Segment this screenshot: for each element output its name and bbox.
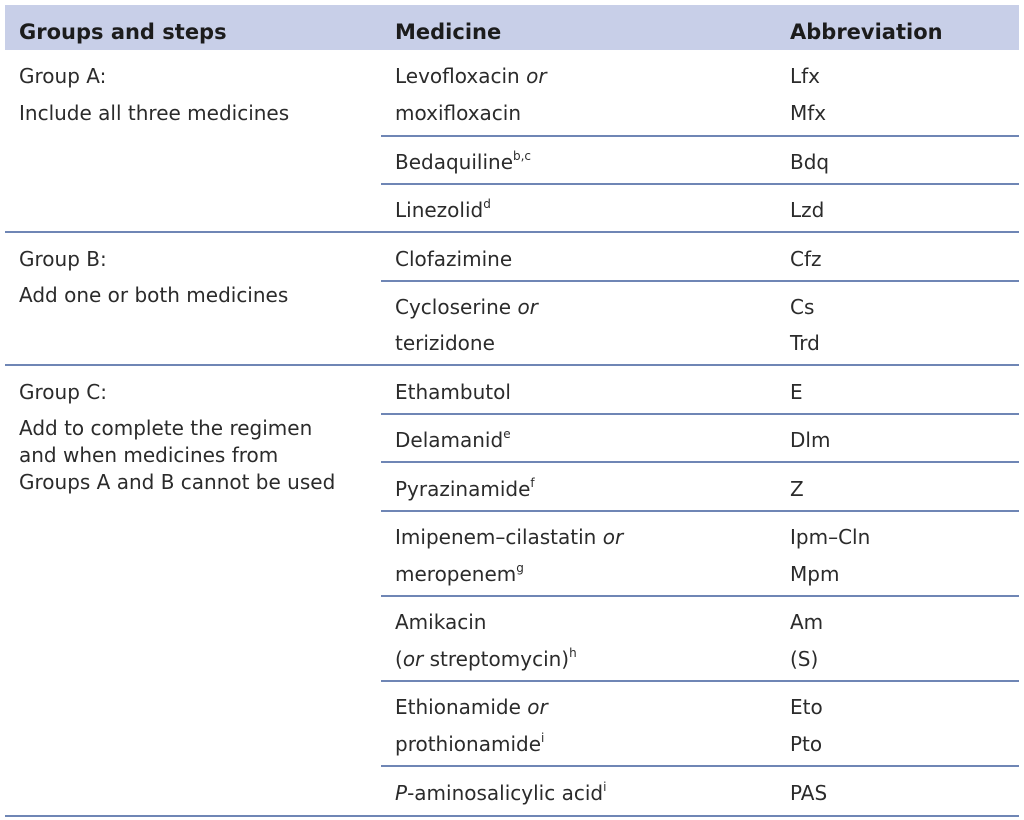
- group-a-name: Group A:: [19, 64, 107, 88]
- medicine-meropenem: meropenem$^g$: [395, 561, 524, 586]
- group-divider: [5, 364, 1019, 366]
- or-text: or: [602, 525, 624, 549]
- group-divider: [5, 231, 1019, 233]
- or-text: or: [526, 64, 547, 88]
- or-text: or: [402, 647, 424, 671]
- medicine-pyrazinamide: Pyrazinamide$^f$: [395, 476, 535, 501]
- footnote-mark: b,c: [513, 149, 532, 163]
- footnote-mark: h: [569, 646, 577, 660]
- footnote-mark: i: [603, 780, 607, 794]
- footnote-mark: f: [530, 476, 535, 490]
- row-divider: [381, 280, 1019, 282]
- abbr-dlm: Dlm: [790, 428, 831, 452]
- abbr-am: Am: [790, 610, 824, 634]
- medicine-terizidone: terizidone: [395, 331, 495, 355]
- medicine-linezolid: Linezolid$^d$: [395, 197, 491, 222]
- medicine-ethambutol: Ethambutol: [395, 380, 511, 404]
- abbr-lzd: Lzd: [790, 198, 825, 222]
- row-divider: [381, 413, 1019, 415]
- header-groups: Groups and steps: [19, 20, 227, 44]
- group-c-step-line2: and when medicines from: [19, 443, 279, 467]
- row-divider: [381, 183, 1019, 185]
- medicine-pas: P-aminosalicylic acid$^i$: [395, 780, 607, 805]
- row-divider: [381, 510, 1019, 512]
- medicine-prothionamide: prothionamide$^i$: [395, 731, 545, 756]
- abbr-eto: Eto: [790, 695, 823, 719]
- or-text: or: [527, 695, 548, 719]
- abbr-z: Z: [790, 477, 804, 501]
- medicine-cycloserine: Cycloserine or: [395, 295, 538, 319]
- medicine-amikacin: Amikacin: [395, 610, 487, 634]
- medicine-ethionamide: Ethionamide or: [395, 695, 548, 719]
- medicine-imipenem: Imipenem–cilastatin or: [395, 525, 624, 549]
- group-c-step-line3: Groups A and B cannot be used: [19, 470, 336, 494]
- row-divider: [381, 595, 1019, 597]
- abbr-mpm: Mpm: [790, 562, 840, 586]
- footnote-mark: e: [503, 427, 511, 441]
- medicine-moxifloxacin: moxifloxacin: [395, 101, 522, 125]
- medicine-levofloxacin: Levofloxacin or: [395, 64, 547, 88]
- footnote-mark: i: [541, 731, 545, 745]
- medicine-clofazimine: Clofazimine: [395, 247, 513, 271]
- abbr-pto: Pto: [790, 732, 823, 756]
- abbr-lfx: Lfx: [790, 64, 821, 88]
- abbr-mfx: Mfx: [790, 101, 827, 125]
- medicine-streptomycin: (or streptomycin)$^h$: [395, 646, 577, 671]
- group-c-name: Group C:: [19, 380, 107, 404]
- header-abbreviation: Abbreviation: [790, 20, 943, 44]
- abbr-cs: Cs: [790, 295, 815, 319]
- footnote-mark: g: [516, 561, 524, 575]
- abbr-bdq: Bdq: [790, 150, 830, 174]
- header-medicine: Medicine: [395, 20, 502, 44]
- medicine-delamanid: Delamanid$^e$: [395, 427, 511, 452]
- abbr-e: E: [790, 380, 803, 404]
- row-divider: [381, 680, 1019, 682]
- group-b-name: Group B:: [19, 247, 107, 271]
- medicine-bedaquiline: Bedaquiline$^{b,c}$: [395, 149, 532, 174]
- row-divider: [381, 135, 1019, 137]
- abbr-pas: PAS: [790, 781, 828, 805]
- abbr-trd: Trd: [790, 331, 820, 355]
- row-divider: [381, 765, 1019, 767]
- abbr-cfz: Cfz: [790, 247, 822, 271]
- group-a-step: Include all three medicines: [19, 101, 290, 125]
- abbr-ipm: Ipm–Cln: [790, 525, 871, 549]
- group-c-step-line1: Add to complete the regimen: [19, 416, 313, 440]
- footnote-mark: d: [483, 197, 491, 211]
- group-b-step: Add one or both medicines: [19, 283, 289, 307]
- table-bottom-border: [5, 815, 1019, 817]
- abbr-s: (S): [790, 647, 819, 671]
- table-header: [5, 5, 1019, 50]
- row-divider: [381, 461, 1019, 463]
- or-text: or: [517, 295, 538, 319]
